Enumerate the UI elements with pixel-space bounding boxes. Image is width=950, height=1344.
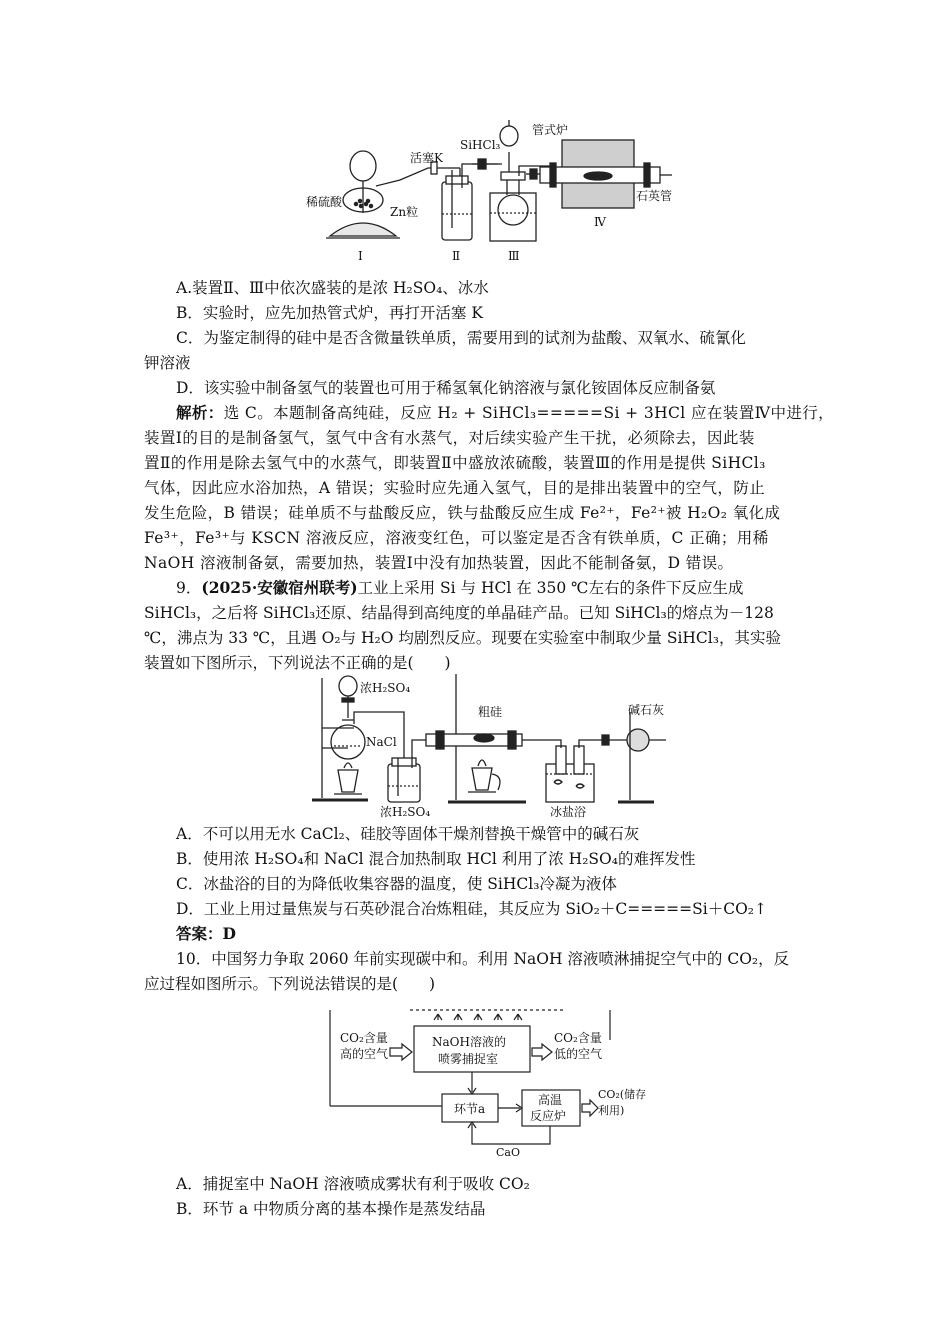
q8-analysis-line-2: 装置Ⅰ的目的是制备氢气，氢气中含有水蒸气，对后续实验产生干扰，必须除去，因此装 bbox=[144, 429, 755, 447]
flow-store-2: 利用) bbox=[598, 1104, 625, 1117]
q8-option-b: B．实验时，应先加热管式炉，再打开活塞 K bbox=[176, 304, 483, 322]
flow-furnace-2: 反应炉 bbox=[530, 1109, 567, 1123]
q9-number: 9． bbox=[176, 579, 202, 597]
q8-analysis-line-7: NaOH 溶液制备氨，需要加热，装置Ⅰ中没有加热装置，因此不能制备氨，D 错误。 bbox=[144, 554, 734, 572]
flow-in-air-2: 高的空气 bbox=[340, 1047, 389, 1061]
flow-store-1: CO₂(储存 bbox=[598, 1088, 647, 1101]
q9-stem-line-3: ℃，沸点为 33 ℃，且遇 O₂与 H₂O 均剧烈反应。现要在实验室中制取少量 SiHCl₃，其实验 bbox=[144, 629, 781, 647]
q9-stem-line-1: 9．(2025·安徽宿州联考)工业上采用 Si 与 HCl 在 350 ℃左右的条件下反应生成 bbox=[176, 578, 744, 597]
figure-sihcl3-apparatus bbox=[308, 672, 678, 820]
q9-stem-line-2: SiHCl₃，之后将 SiHCl₃还原、结晶得到高纯度的单晶硅产品。已知 SiHCl₃的熔点为－128 bbox=[144, 604, 774, 622]
flow-furnace-1: 高温 bbox=[538, 1093, 563, 1107]
q8-analysis-line-1: 解析：选 C。本题制备高纯硅，反应 H₂ + SiHCl₃=====Si + 3HCl 应在装置Ⅳ中进行， bbox=[176, 403, 835, 422]
q8-option-d: D．该实验中制备氢气的装置也可用于稀氢氧化钠溶液与氯化铵固体反应制备氨 bbox=[176, 379, 716, 397]
label-quartz: 石英管 bbox=[636, 189, 673, 203]
q10-option-b: B．环节 a 中物质分离的基本操作是蒸发结晶 bbox=[176, 1200, 486, 1218]
q10-stem-line-1: 10．中国努力争取 2060 年前实现碳中和。利用 NaOH 溶液喷淋捕捉空气中的 CO₂，反 bbox=[176, 950, 790, 968]
q9-stem-line-4: 装置如下图所示，下列说法不正确的是( ) bbox=[144, 654, 451, 672]
q9-option-c: C．冰盐浴的目的为降低收集容器的温度，使 SiHCl₃冷凝为液体 bbox=[176, 875, 617, 893]
flow-cao: CaO bbox=[496, 1146, 520, 1159]
sprinkler-nozzles bbox=[434, 1014, 522, 1020]
label-app1: Ⅰ bbox=[358, 249, 363, 263]
label-zn: Zn粒 bbox=[390, 205, 419, 219]
q8-analysis-line-6: Fe³⁺，Fe³⁺与 KSCN 溶液反应，溶液变红色，可以鉴定是否含有铁单质，C 正确；用稀 bbox=[144, 529, 769, 547]
flow-chamber-2: 喷雾捕捉室 bbox=[438, 1052, 499, 1066]
drying-tube bbox=[602, 712, 666, 802]
q8-analysis-line-5: 发生危险，B 错误；硅单质不与盐酸反应，铁与盐酸反应生成 Fe²⁺，Fe²⁺被 H₂O₂ 氧化成 bbox=[144, 504, 781, 522]
q9-option-d: D．工业上用过量焦炭与石英砂混合冶炼粗硅，其反应为 SiO₂＋C=====Si＋CO₂↑ bbox=[176, 900, 767, 918]
label-app2: Ⅱ bbox=[452, 249, 461, 263]
label-soda-lime: 碱石灰 bbox=[628, 703, 665, 717]
wash-bottle bbox=[388, 740, 428, 802]
label-nacl: NaCl bbox=[366, 735, 397, 749]
arrow-in bbox=[390, 1044, 412, 1060]
label-valve: 活塞K bbox=[410, 151, 443, 165]
label-app4: Ⅳ bbox=[594, 215, 606, 229]
figure-silicon-apparatus bbox=[300, 118, 700, 266]
label-crude-si: 粗硅 bbox=[478, 705, 503, 719]
reaction-tube bbox=[426, 731, 548, 749]
q10-stem-line-2: 应过程如图所示。下列说法错误的是( ) bbox=[144, 975, 436, 993]
q8-option-c-cont: 钾溶液 bbox=[144, 354, 191, 372]
label-ice-salt: 冰盐浴 bbox=[550, 805, 587, 819]
q8-option-a: A.装置Ⅱ、Ⅲ中依次盛装的是浓 H₂SO₄、冰水 bbox=[176, 279, 489, 297]
q9-option-a: A．不可以用无水 CaCl₂、硅胶等固体干燥剂替换干燥管中的碱石灰 bbox=[176, 825, 640, 843]
connector-1 bbox=[472, 159, 502, 169]
q9-source: (2025·安徽宿州联考) bbox=[201, 578, 358, 597]
cao-return-line bbox=[472, 1124, 550, 1144]
flow-chamber-1: NaOH溶液的 bbox=[432, 1035, 506, 1049]
arrow-out bbox=[532, 1044, 552, 1060]
q9-answer: 答案：D bbox=[176, 924, 236, 943]
label-conc-acid-bottom: 浓H₂SO₄ bbox=[380, 805, 431, 819]
flow-step-a: 环节a bbox=[454, 1102, 486, 1116]
label-conc-acid-top: 浓H₂SO₄ bbox=[360, 681, 411, 695]
q8-option-c: C．为鉴定制得的硅中是否含微量铁单质，需要用到的试剂为盐酸、双氧水、硫氰化 bbox=[176, 329, 746, 347]
label-app3: Ⅲ bbox=[508, 249, 520, 263]
label-furnace: 管式炉 bbox=[532, 123, 569, 137]
flow-out-air-1: CO₂含量 bbox=[554, 1031, 602, 1045]
burner-2 bbox=[468, 760, 500, 792]
analysis-label: 解析： bbox=[176, 403, 224, 422]
flow-in-air-1: CO₂含量 bbox=[340, 1031, 388, 1045]
label-acid: 稀硫酸 bbox=[306, 195, 343, 209]
figure-co2-capture-flow bbox=[330, 1000, 647, 1160]
ice-salt-bath bbox=[546, 740, 608, 802]
label-sihcl3: SiHCl₃ bbox=[460, 138, 501, 152]
q8-analysis-line-4: 气体，因此应水浴加热，A 错误；实验时应先通入氢气，目的是排出装置中的空气，防止 bbox=[144, 479, 766, 497]
flow-out-air-2: 低的空气 bbox=[554, 1047, 603, 1061]
q10-option-a: A．捕捉室中 NaOH 溶液喷成雾状有利于吸收 CO₂ bbox=[176, 1175, 530, 1193]
q8-analysis-line-3: 置Ⅱ的作用是除去氢气中的水蒸气，即装置Ⅱ中盛放浓硫酸，装置Ⅲ的作用是提供 SiHCl₃ bbox=[144, 454, 766, 472]
q9-option-b: B．使用浓 H₂SO₄和 NaCl 混合加热制取 HCl 利用了浓 H₂SO₄的难挥发性 bbox=[176, 850, 696, 868]
burner-1 bbox=[334, 763, 362, 794]
